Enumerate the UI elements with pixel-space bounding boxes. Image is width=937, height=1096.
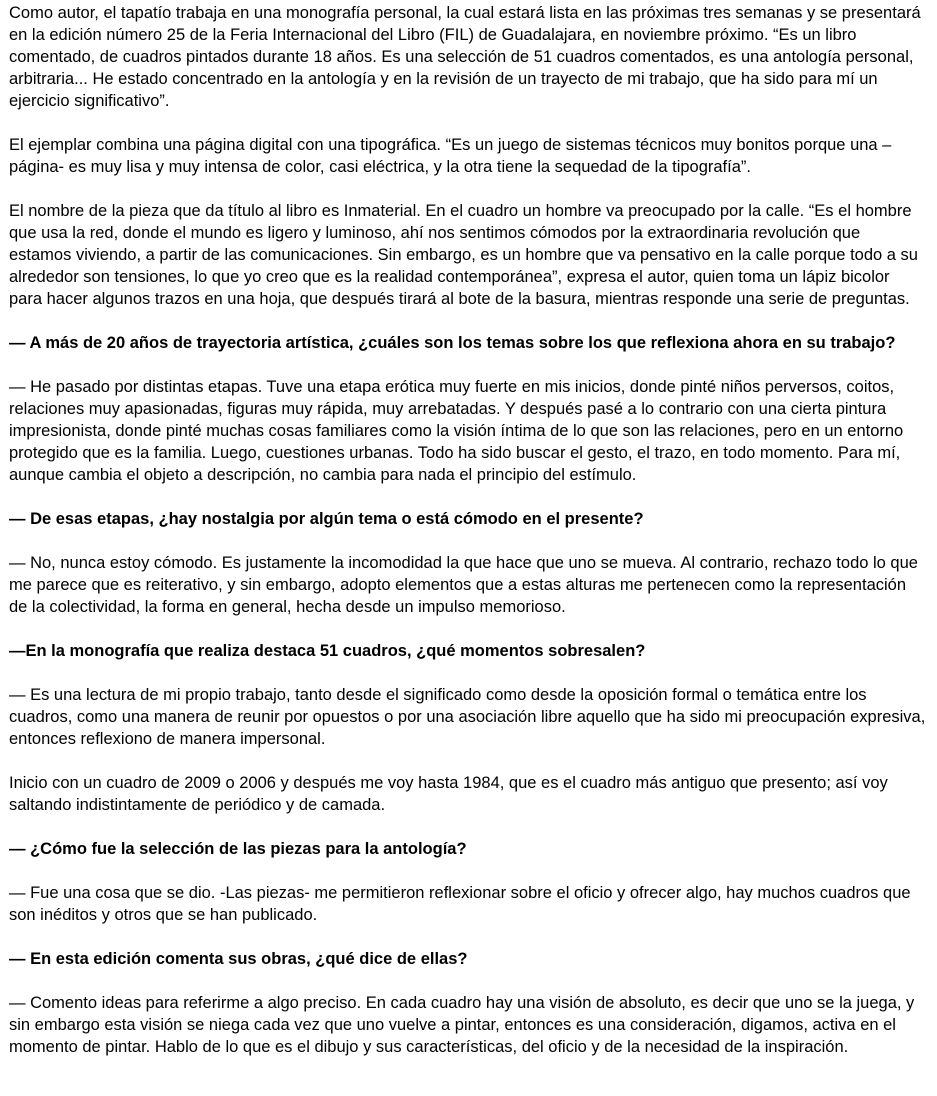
article-paragraph: — Es una lectura de mi propio trabajo, tanto desde el significado como desde la oposición formal o temática entre los cuadros, como una manera de reunir por opuestos o por una asociación libre aquello que ha sido mi preocupación expresiva, entonces reflexiono de manera impersonal. <box>9 686 926 748</box>
article-body <box>9 2 927 1058</box>
article-paragraph: El nombre de la pieza que da título al libro es Inmaterial. En el cuadro un hombre va preocupado por la calle. “Es el hombre que usa la red, donde el mundo es ligero y luminoso, ahí nos sentimos cómodos por la extraordinaria revolución que estamos viviendo, a partir de las comunicaciones. Sin embargo, es un hombre que va pensativo en la calle porque todo a su alrededor son tensiones, lo que yo creo que es la realidad contemporánea”, expresa el autor, quien toma un lápiz bicolor para hacer algunos trazos en una hoja, que después tirará al bote de la basura, mientras responde una serie de preguntas. <box>9 202 918 308</box>
article-paragraph: — Fue una cosa que se dio. -Las piezas- me permitieron reflexionar sobre el oficio y ofrecer algo, hay muchos cuadros que son inéditos y otros que se han publicado. <box>9 884 911 924</box>
article-paragraph: — He pasado por distintas etapas. Tuve una etapa erótica muy fuerte en mis inicios, donde pinté niños perversos, coitos, relaciones muy apasionadas, figuras muy rápida, muy arrebatadas. Y después pasé a lo contrario con una cierta pintura impresionista, donde pinté muchas cosas familiares como la visión íntima de lo que son las relaciones, pero en un entorno protegido que es la familia. Luego, cuestiones urbanas. Todo ha sido buscar el gesto, el trazo, en todo momento. Para mí, aunque cambia el objeto a descripción, no cambia para nada el principio del estímulo. <box>9 378 904 484</box>
interview-question: — A más de 20 años de trayectoria artística, ¿cuáles son los temas sobre los que reflexiona ahora en su trabajo? <box>9 334 896 352</box>
interview-question: — En esta edición comenta sus obras, ¿qué dice de ellas? <box>9 950 468 968</box>
article-paragraph: Como autor, el tapatío trabaja en una monografía personal, la cual estará lista en las próximas tres semanas y se presentará en la edición número 25 de la Feria Internacional del Libro (FIL) de Guadalajara, en noviembre próximo. “Es un libro comentado, de cuadros pintados durante 18 años. Es una selección de 51 cuadros comentados, es una antología personal, arbitraria... He estado concentrado en la antología y en la revisión de un trayecto de mi trabajo, que ha sido para mí un ejercicio significativo”. <box>9 4 921 110</box>
article-paragraph: Inicio con un cuadro de 2009 o 2006 y después me voy hasta 1984, que es el cuadro más antiguo que presento; así voy saltando indistintamente de periódico y de camada. <box>9 774 888 814</box>
article-paragraph: — No, nunca estoy cómodo. Es justamente la incomodidad la que hace que uno se mueva. Al contrario, rechazo todo lo que me parece que es reiterativo, y sin embargo, adopto elementos que a estas alturas me pertenecen como la representación de la colectividad, la forma en general, hecha desde un impulso memorioso. <box>9 554 918 616</box>
interview-question: —En la monografía que realiza destaca 51 cuadros, ¿qué momentos sobresalen? <box>9 642 646 660</box>
article-paragraph: El ejemplar combina una página digital con una tipográfica. “Es un juego de sistemas técnicos muy bonitos porque una –página- es muy lisa y muy intensa de color, casi eléctrica, y la otra tiene la sequedad de la tipografía”. <box>9 136 892 176</box>
article-paragraph: — Comento ideas para referirme a algo preciso. En cada cuadro hay una visión de absoluto, es decir que uno se la juega, y sin embargo esta visión se niega cada vez que uno vuelve a pintar, entonces es una consideración, digamos, activa en el momento de pintar. Hablo de lo que es el dibujo y sus características, del oficio y de la necesidad de la inspiración. <box>9 994 915 1056</box>
interview-question: — De esas etapas, ¿hay nostalgia por algún tema o está cómodo en el presente? <box>9 510 644 528</box>
interview-question: — ¿Cómo fue la selección de las piezas para la antología? <box>9 840 467 858</box>
